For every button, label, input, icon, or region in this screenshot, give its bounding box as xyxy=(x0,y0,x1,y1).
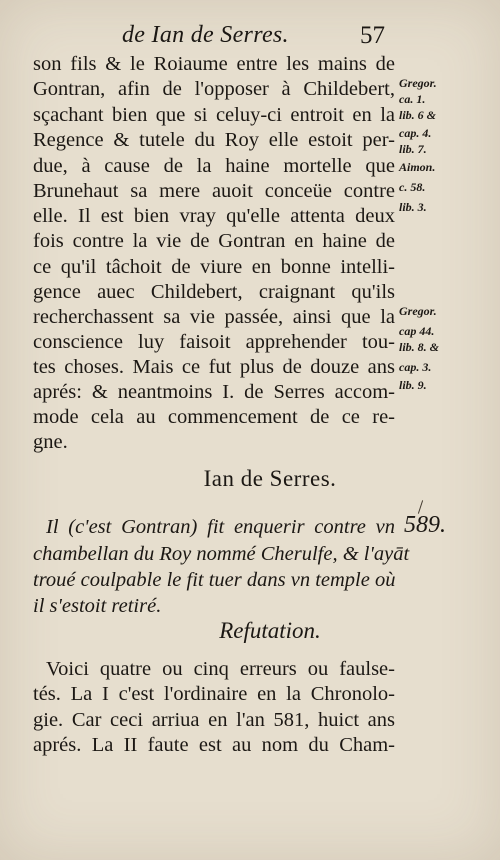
body-line: Gontran, afin de l'opposer à Childebert, xyxy=(33,78,395,100)
margin-note: lib. 8. & xyxy=(399,340,440,354)
body-line: fois contre la vie de Gontran en haine de xyxy=(33,230,395,252)
refutation-line: aprés. La II faute est au nom du Cham- xyxy=(33,734,395,756)
body-line: Regence & tutele du Roy elle estoit per- xyxy=(33,129,395,151)
margin-note: cap. 4. xyxy=(399,126,432,140)
body-line: sçachant bien que si celuy-ci entroit en la xyxy=(33,104,395,126)
margin-note: cap. 3. xyxy=(399,360,432,374)
margin-note: c. 58. xyxy=(399,180,426,194)
quote-line: Il (c'est Gontran) fit enquerir contre vn xyxy=(46,516,395,538)
margin-note: lib. 9. xyxy=(399,378,427,392)
margin-year: 589. xyxy=(404,512,446,538)
body-line: ce qu'il tâchoit de viure en bonne intelli- xyxy=(33,256,395,278)
body-line: conscience luy faisoit apprehender tou- xyxy=(33,331,395,353)
quote-line: troué coulpable le fit tuer dans vn temple où xyxy=(33,569,396,591)
quote-line: chambellan du Roy nommé Cherulfe, & l'ayāt xyxy=(33,543,410,565)
margin-note: lib. 6 & xyxy=(399,108,437,122)
section-title: Ian de Serres. xyxy=(203,466,337,491)
margin-note: Gregor. xyxy=(399,76,437,90)
quote-line: il s'estoit retiré. xyxy=(33,595,162,617)
body-line: son fils & le Roiaume entre les mains de xyxy=(33,53,395,75)
refutation-title: Refutation. xyxy=(219,618,321,643)
body-line: tes choses. Mais ce fut plus de douze ans xyxy=(33,356,395,378)
body-line: due, à cause de la haine mortelle que xyxy=(33,155,395,177)
body-line: gence auec Childebert, craignant qu'ils xyxy=(33,281,395,303)
refutation-line: Voici quatre ou cinq erreurs ou faulse- xyxy=(46,658,395,680)
body-line: mode cela au commencement de ce re- xyxy=(33,406,395,428)
body-line: aprés: & neantmoins I. de Serres accom- xyxy=(33,381,395,403)
refutation-line: gie. Car ceci arriua en l'an 581, huict ans xyxy=(33,709,395,731)
body-line: gne. xyxy=(33,431,68,453)
margin-note: cap 44. xyxy=(399,324,435,338)
page-number: 57 xyxy=(360,22,385,49)
body-line: recherchassent sa vie passée, ainsi que la xyxy=(33,306,395,328)
margin-note: Gregor. xyxy=(399,304,437,318)
margin-note: lib. 3. xyxy=(399,200,427,214)
running-title: de Ian de Serres. xyxy=(122,22,289,48)
body-line: Brunehaut sa mere auoit conceüe contre xyxy=(33,180,395,202)
margin-note: lib. 7. xyxy=(399,142,427,156)
refutation-line: tés. La I c'est l'ordinaire en la Chronolo- xyxy=(33,683,395,705)
body-line: elle. Il est bien vray qu'elle attenta deux xyxy=(33,205,395,227)
margin-note: ca. 1. xyxy=(399,92,426,106)
margin-note: Aimon. xyxy=(399,160,436,174)
